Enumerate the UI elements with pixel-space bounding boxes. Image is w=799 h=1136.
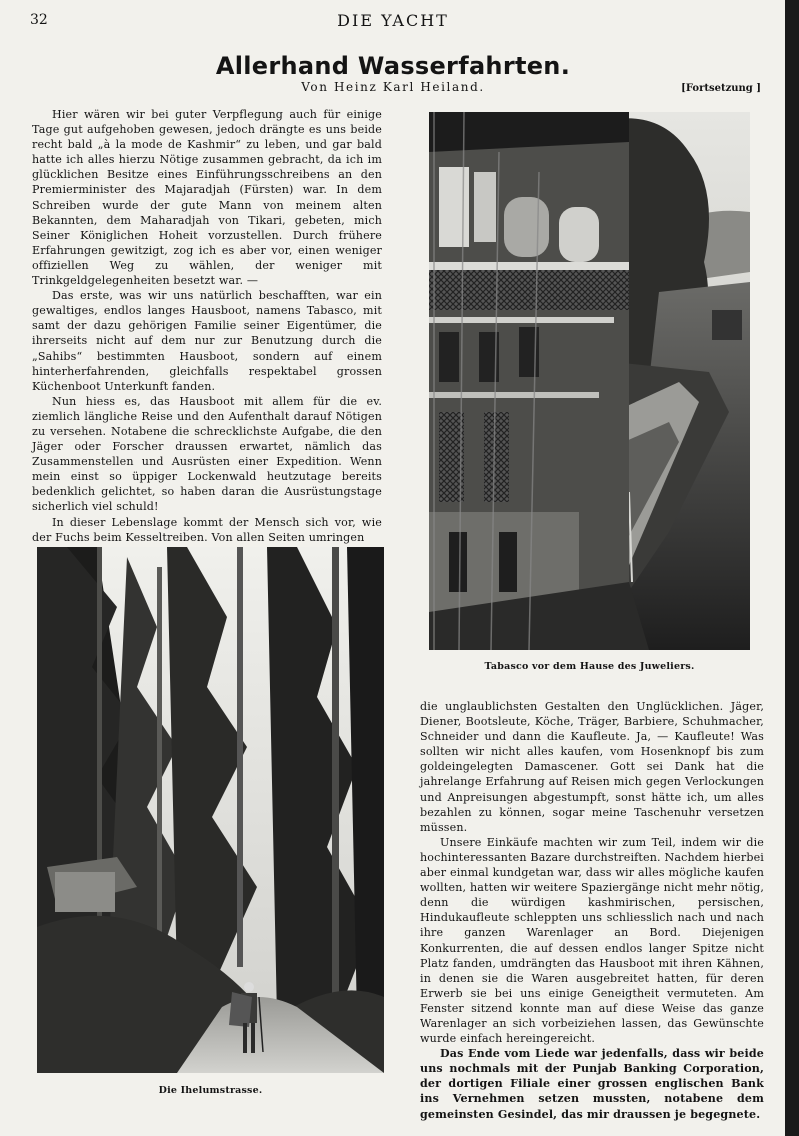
houseboat-photo-image	[429, 112, 750, 650]
paragraph: Nun hiess es, das Hausboot mit allem für die ev. ziemlich längliche Reise und den Aufenthalt darauf Nötigen zu versehen. Notabene die schrecklichste Aufgabe, die den Jäger oder Forscher draussen erwartet, nämlich das Zusammenstellen und Ausrüsten einer Expedition. Wenn mein einst so üppiger Lockenwald heutzutage bereits bedenklich gelichtet, so haben daran die Ausrüstungstage sicherlich viel schuld!	[32, 394, 382, 514]
paragraph: Hier wären wir bei guter Verpflegung auch für einige Tage gut aufgehoben gewesen, jedoch drängte es uns beide recht bald „à la mode de Kashmir“ zu leben, und gar bald hatte ich alles hierzu Nötige zusammen gebracht, da ich im glücklichen Besitze eines Einführungsschreibens an den Premierminister des Majaradjah (Fürsten) war. In dem Schreiben wurde der gute Mann von meinem alten Bekannten, dem Maharadjah von Tikari, gebeten, mich Seiner Königlichen Hoheit vorzustellen. Durch frühere Erfahrungen gewitzigt, zog ich es aber vor, einen weniger offiziellen Weg zu wählen, der weniger mit Trinkgeldgelegenheiten besetzt war. —	[32, 108, 382, 288]
left-text-column	[32, 107, 382, 545]
houseboat-caption: Tabasco vor dem Hause des Juweliers.	[484, 661, 695, 672]
paragraph: Unsere Einkäufe machten wir zum Teil, indem wir die hochinteressanten Bazare durchstreiften. Nachdem hierbei aber einmal kundgetan war, dass wir alles mögliche kaufen wollten, hatten wir weitere Spaziergänge nicht mehr nötig, denn die würdigen kashmirischen, persischen, Hindukaufleute schleppten uns schliesslich nach und nach ihre ganzen Warenlager an Bord. Diejenigen Konkurrenten, die auf dessen endlos langer Spitze nicht Platz fanden, umdrängten das Hausboot mit ihren Kähnen, in denen sie die Waren ausgebreitet hatten, für deren Erwerb sie bei uns einige Geneigtheit vermuteten. Am Fenster sitzend konnte man auf diese Weise das ganze Warenlager an sich vorbeiziehen lassen, das Gewünschte wurde einfach hereingereicht.	[420, 835, 764, 1046]
page-edge-shadow	[785, 0, 799, 1136]
running-head: DIE YACHT	[337, 11, 449, 30]
page-number: 32	[30, 12, 48, 28]
paragraph: Das erste, was wir uns natürlich beschafften, war ein gewaltiges, endlos langes Hausboot, namens Tabasco, mit samt der dazu gehörigen Familie seiner Eigentümer, die ihrerseits nicht auf dem nur zur Benutzung durch die „Sahibs“ bestimmten Hausboot, sondern auf einem hinterherfahrenden, gleichfalls respektabel grossen Küchenboot Unterkunft fanden.	[32, 289, 382, 393]
continued-note: [Fortsetzung ]	[681, 83, 761, 94]
paragraph: In dieser Lebenslage kommt der Mensch sich vor, wie der Fuchs beim Kesseltreiben. Von allen Seiten umringen	[32, 515, 382, 544]
article-title: Allerhand Wasserfahrten.	[215, 52, 571, 80]
paragraph: Das Ende vom Liede war jedenfalls, dass wir beide uns nochmals mit der Punjab Banking Corporation, der dortigen Filiale einer grossen englischen Bank ins Vernehmen setzen mussten, notabene dem gemeinsten Gesindel, das mir draussen je begegnete.	[420, 1047, 764, 1121]
forest-photo-image	[37, 547, 384, 1073]
right-text-column	[420, 699, 764, 1122]
forest-caption: Die Ihelumstrasse.	[158, 1085, 263, 1096]
houseboat-photo	[429, 112, 750, 650]
paragraph: die unglaublichsten Gestalten den Unglücklichen. Jäger, Diener, Bootsleute, Köche, Träger, Barbiere, Schuhmacher, Schneider und dann die Kaufleute. Ja, — Kaufleute! Was sollten wir nicht alles kaufen, vom Hosenknopf bis zum goldeingelegten Damascener. Gott sei Dank hat die jahrelange Erfahrung auf Reisen mich gegen Verlockungen und Anpreisungen abgestumpft, sonst hätte ich, um alles bezahlen zu können, sogar meine Taschenuhr versetzen müssen.	[420, 700, 764, 834]
forest-photo	[37, 547, 384, 1073]
byline: Von Heinz Karl Heiland.	[301, 80, 485, 94]
